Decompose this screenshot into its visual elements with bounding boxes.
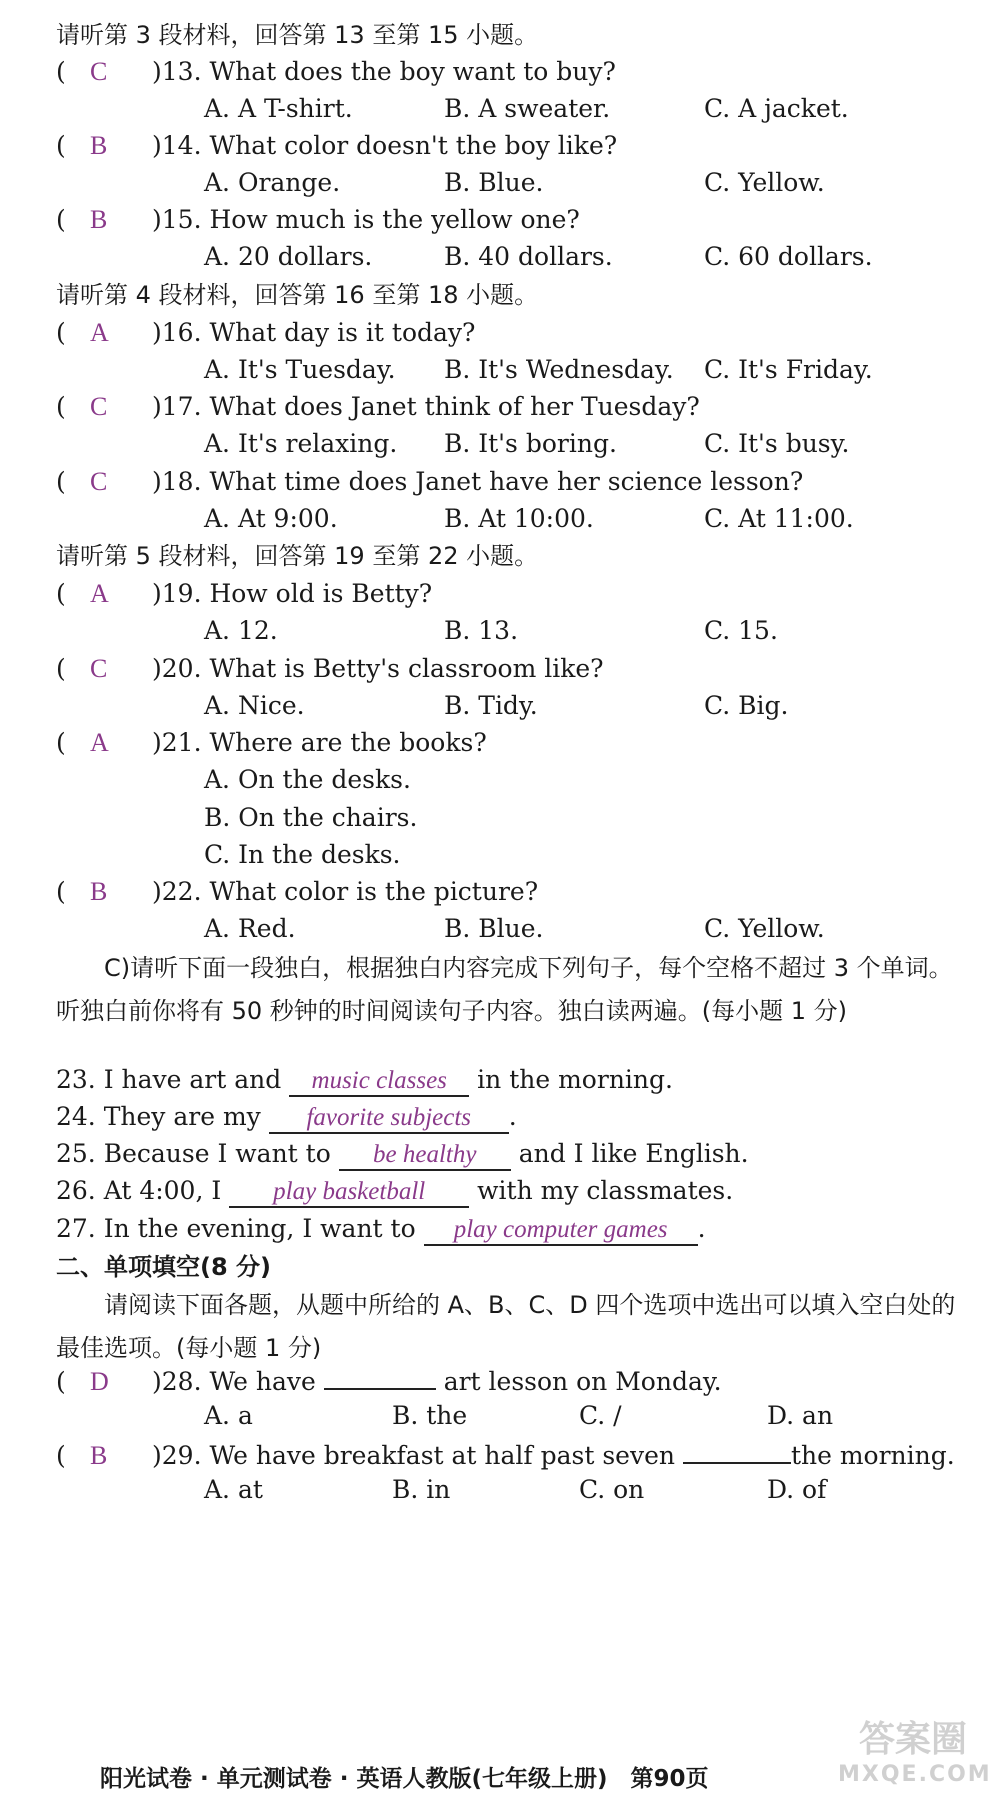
question-stem-end: art lesson on Monday. — [443, 1367, 722, 1396]
option-c: C. At 11:00. — [704, 504, 854, 533]
question-stem: )17. What does Janet think of her Tuesday? — [152, 392, 700, 421]
answer-paren: ( D — [56, 1365, 152, 1399]
answer-paren: ( B — [56, 875, 152, 909]
sentence-start: 23. I have art and — [56, 1065, 282, 1094]
question-29 — [56, 1436, 955, 1473]
answer-paren: ( C — [56, 390, 152, 424]
part-two-heading: 二、单项填空(8 分) — [56, 1253, 271, 1281]
option-b: B. Blue. — [444, 914, 544, 943]
question-stem: )22. What color is the picture? — [152, 877, 539, 906]
option-c: C. A jacket. — [704, 94, 849, 123]
answer-mark: B — [90, 205, 108, 234]
empty-blank — [324, 1362, 436, 1390]
option-a: A. It's Tuesday. — [204, 355, 396, 384]
option-c: C. 60 dollars. — [704, 242, 873, 271]
fill-question-23 — [56, 1063, 673, 1097]
question-stem: )13. What does the boy want to buy? — [152, 57, 616, 86]
sentence-end: . — [508, 1102, 517, 1131]
fill-question-25 — [56, 1137, 749, 1171]
question-16 — [56, 316, 475, 350]
fill-question-24 — [56, 1100, 517, 1134]
question-14 — [56, 129, 617, 163]
sentence-start: 26. At 4:00, I — [56, 1176, 222, 1205]
question-22 — [56, 875, 538, 909]
sentence-end: in the morning. — [477, 1065, 673, 1094]
option-b: B. Blue. — [444, 168, 544, 197]
answer-paren: ( A — [56, 726, 152, 760]
question-stem: )18. What time does Janet have her science lesson? — [152, 467, 804, 496]
option-a: A. Nice. — [204, 691, 305, 720]
question-15 — [56, 203, 580, 237]
question-19 — [56, 577, 432, 611]
answer-paren: ( A — [56, 577, 152, 611]
answer-mark: B — [90, 877, 108, 906]
part-two-instruction: 请阅读下面各题，从题中所给的 A、B、C、D 四个选项中选出可以填入空白处的最佳选项。(每小题 1 分) — [56, 1291, 956, 1362]
question-stem: )20. What is Betty's classroom like? — [152, 654, 604, 683]
option-a: A. On the desks. — [204, 765, 411, 794]
question-stem: )21. Where are the books? — [152, 728, 487, 757]
option-b: B. 40 dollars. — [444, 242, 613, 271]
option-a: A. A T-shirt. — [204, 94, 353, 123]
option-c: C. In the desks. — [204, 840, 401, 869]
option-b: B. It's Wednesday. — [444, 355, 674, 384]
option-b: B. On the chairs. — [204, 803, 418, 832]
answer-paren: ( B — [56, 129, 152, 163]
question-stem: )15. How much is the yellow one? — [152, 205, 580, 234]
watermark-logo: 答案圈 MXQE.COM — [838, 1719, 992, 1787]
option-a: A. Orange. — [204, 168, 341, 197]
option-a: A. at — [204, 1475, 263, 1504]
question-13 — [56, 55, 616, 89]
question-stem-start: )29. We have breakfast at half past seven — [152, 1441, 675, 1470]
answer-mark: C — [90, 654, 108, 683]
sentence-start: 25. Because I want to — [56, 1139, 331, 1168]
sentence-end: . — [697, 1214, 706, 1243]
answer-mark: C — [90, 57, 108, 86]
option-c: C. Yellow. — [704, 914, 825, 943]
option-a: A. At 9:00. — [204, 504, 338, 533]
sentence-start: 24. They are my — [56, 1102, 261, 1131]
option-b: B. A sweater. — [444, 94, 611, 123]
answer-mark: A — [90, 318, 109, 347]
sentence-start: 27. In the evening, I want to — [56, 1214, 416, 1243]
question-20 — [56, 652, 604, 686]
question-stem: )14. What color doesn't the boy like? — [152, 131, 618, 160]
answer-paren: ( B — [56, 203, 152, 237]
option-b: B. in — [392, 1475, 451, 1504]
answer-mark: A — [90, 728, 109, 757]
option-c: C. It's busy. — [704, 429, 850, 458]
answer-paren: ( C — [56, 465, 152, 499]
answer-mark: D — [90, 1367, 109, 1396]
option-b: B. 13. — [444, 616, 519, 645]
option-a: A. 20 dollars. — [204, 242, 373, 271]
question-stem-start: )28. We have — [152, 1367, 316, 1396]
section-3-instruction: 请听第 3 段材料，回答第 13 至第 15 小题。 — [56, 21, 539, 49]
sentence-end: and I like English. — [518, 1139, 749, 1168]
answer-paren: ( B — [56, 1439, 152, 1473]
sentence-end: with my classmates. — [477, 1176, 734, 1205]
question-28 — [56, 1362, 722, 1399]
fill-question-26 — [56, 1174, 733, 1208]
option-c: C. / — [579, 1401, 622, 1430]
answer-mark: B — [90, 131, 108, 160]
option-a: A. 12. — [204, 616, 278, 645]
question-21 — [56, 726, 487, 760]
option-c: C. Big. — [704, 691, 789, 720]
option-c: C. 15. — [704, 616, 778, 645]
option-b: B. At 10:00. — [444, 504, 594, 533]
answer-blank: favorite subjects — [269, 1104, 509, 1134]
answer-mark: C — [90, 467, 108, 496]
section-5-instruction: 请听第 5 段材料，回答第 19 至第 22 小题。 — [56, 542, 539, 570]
question-stem: )16. What day is it today? — [152, 318, 476, 347]
part-c-instruction: C)请听下面一段独白，根据独白内容完成下列句子，每个空格不超过 3 个单词。听独白前你将有 50 秒钟的时间阅读句子内容。独白读两遍。(每小题 1 分) — [56, 954, 953, 1025]
answer-blank: play computer games — [424, 1216, 698, 1246]
empty-blank — [683, 1436, 791, 1464]
option-a: A. a — [204, 1401, 253, 1430]
answer-paren: ( A — [56, 316, 152, 350]
option-d: D. of — [767, 1475, 827, 1504]
answer-blank: music classes — [289, 1067, 469, 1097]
page-footer: 阳光试卷 · 单元测试卷 · 英语人教版(七年级上册) 第90页 — [100, 1766, 709, 1792]
option-c: C. It's Friday. — [704, 355, 873, 384]
question-stem-end: the morning. — [790, 1441, 955, 1470]
answer-paren: ( C — [56, 652, 152, 686]
answer-blank: play basketball — [229, 1178, 469, 1208]
question-stem: )19. How old is Betty? — [152, 579, 433, 608]
answer-mark: C — [90, 392, 108, 421]
answer-mark: B — [90, 1441, 108, 1470]
option-b: B. It's boring. — [444, 429, 617, 458]
question-18 — [56, 465, 803, 499]
option-c: C. on — [579, 1475, 645, 1504]
answer-blank: be healthy — [339, 1141, 511, 1171]
option-b: B. the — [392, 1401, 468, 1430]
option-a: A. It's relaxing. — [204, 429, 398, 458]
option-c: C. Yellow. — [704, 168, 825, 197]
answer-mark: A — [90, 579, 109, 608]
fill-question-27 — [56, 1212, 706, 1246]
option-a: A. Red. — [204, 914, 296, 943]
question-17 — [56, 390, 700, 424]
section-4-instruction: 请听第 4 段材料，回答第 16 至第 18 小题。 — [56, 281, 539, 309]
answer-paren: ( C — [56, 55, 152, 89]
option-b: B. Tidy. — [444, 691, 538, 720]
option-d: D. an — [767, 1401, 834, 1430]
